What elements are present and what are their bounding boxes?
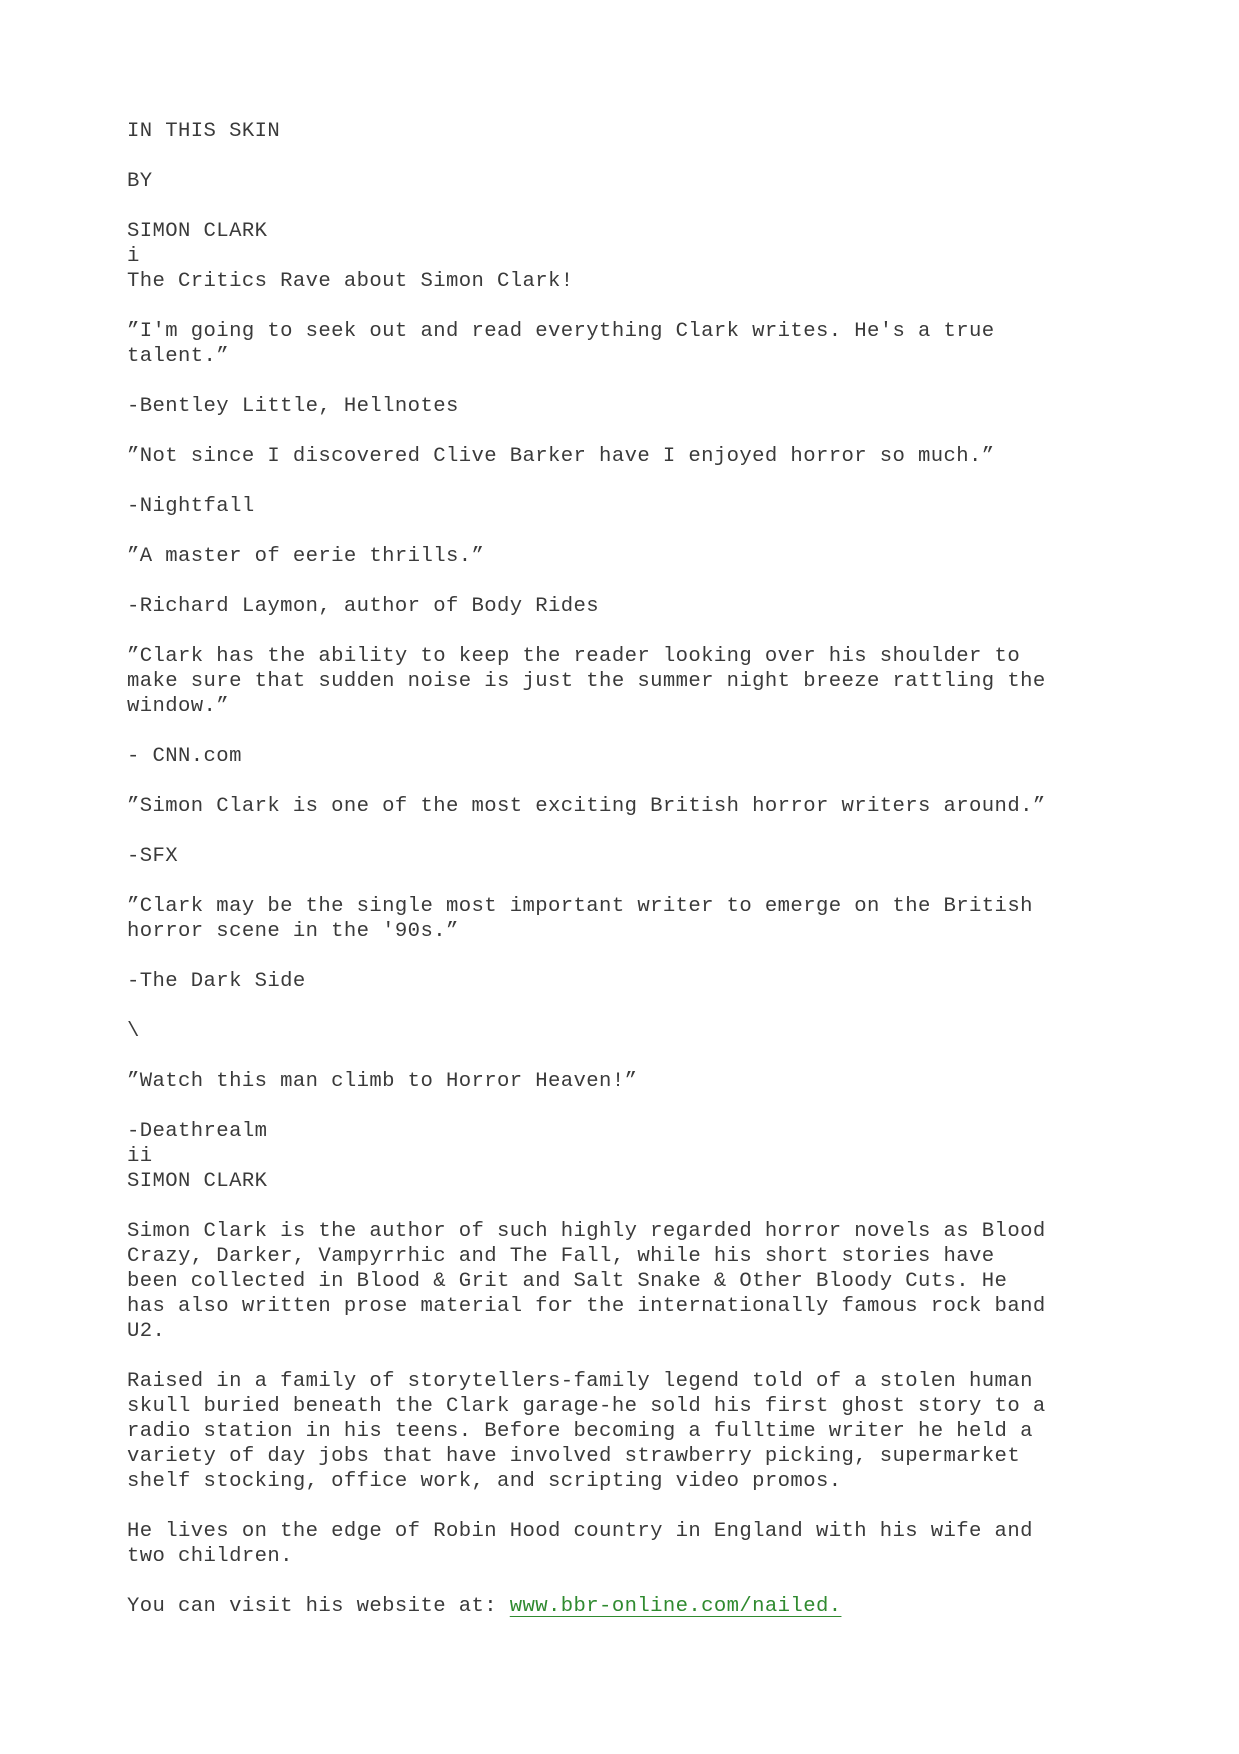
- quote-source: -Nightfall: [127, 495, 255, 518]
- document-page: [127, 119, 1127, 1619]
- quote-line: make sure that sudden noise is just the summer night breeze rattling the: [127, 670, 1046, 693]
- bio-line: has also written prose material for the internationally famous rock band: [127, 1295, 1046, 1318]
- quote-line: ”A master of eerie thrills.”: [127, 545, 485, 568]
- website-prefix: You can visit his website at:: [127, 1595, 510, 1618]
- quote-line: horror scene in the '90s.”: [127, 920, 459, 943]
- bio-line: shelf stocking, office work, and scripting video promos.: [127, 1470, 842, 1493]
- website-line: [127, 1594, 1127, 1619]
- page-marker: ii: [127, 1145, 153, 1168]
- quote-line: ”Not since I discovered Clive Barker have I enjoyed horror so much.”: [127, 445, 995, 468]
- bio-line: radio station in his teens. Before becoming a fulltime writer he held a: [127, 1420, 1033, 1443]
- quote-line: ”I'm going to seek out and read everything Clark writes. He's a true: [127, 320, 995, 343]
- quote-source: - CNN.com: [127, 745, 242, 768]
- bio-heading: SIMON CLARK: [127, 1170, 268, 1193]
- quote-line: ”Clark may be the single most important writer to emerge on the British: [127, 895, 1033, 918]
- author-name: SIMON CLARK: [127, 220, 268, 243]
- bio-line: Raised in a family of storytellers-family legend told of a stolen human: [127, 1370, 1033, 1393]
- quote-line: talent.”: [127, 345, 230, 368]
- quote-line: ”Simon Clark is one of the most exciting British horror writers around.”: [127, 795, 1046, 818]
- quote-source: -Richard Laymon, author of Body Rides: [127, 595, 600, 618]
- stray-backslash: \: [127, 1020, 140, 1043]
- quote-source: -Deathrealm: [127, 1120, 268, 1143]
- bio-line: skull buried beneath the Clark garage-he sold his first ghost story to a: [127, 1395, 1046, 1418]
- bio-line: He lives on the edge of Robin Hood country in England with his wife and: [127, 1520, 1033, 1543]
- quote-source: -Bentley Little, Hellnotes: [127, 395, 459, 418]
- quote-line: window.”: [127, 695, 230, 718]
- critics-heading: The Critics Rave about Simon Clark!: [127, 270, 574, 293]
- by-line: BY: [127, 170, 153, 193]
- quote-line: ”Watch this man climb to Horror Heaven!”: [127, 1070, 638, 1093]
- quote-source: -SFX: [127, 845, 179, 868]
- bio-line: variety of day jobs that have involved strawberry picking, supermarket: [127, 1445, 1021, 1468]
- quote-source: -The Dark Side: [127, 970, 306, 993]
- bio-line: U2.: [127, 1320, 166, 1343]
- bio-line: been collected in Blood & Grit and Salt Snake & Other Bloody Cuts. He: [127, 1270, 1008, 1293]
- bio-line: Crazy, Darker, Vampyrrhic and The Fall, while his short stories have: [127, 1245, 995, 1268]
- bio-line: Simon Clark is the author of such highly regarded horror novels as Blood: [127, 1220, 1046, 1243]
- page-marker: i: [127, 245, 140, 268]
- book-title: IN THIS SKIN: [127, 120, 281, 143]
- quote-line: ”Clark has the ability to keep the reader looking over his shoulder to: [127, 645, 1021, 668]
- website-link[interactable]: www.bbr-online.com/nailed.: [509, 1595, 842, 1618]
- bio-line: two children.: [127, 1545, 293, 1568]
